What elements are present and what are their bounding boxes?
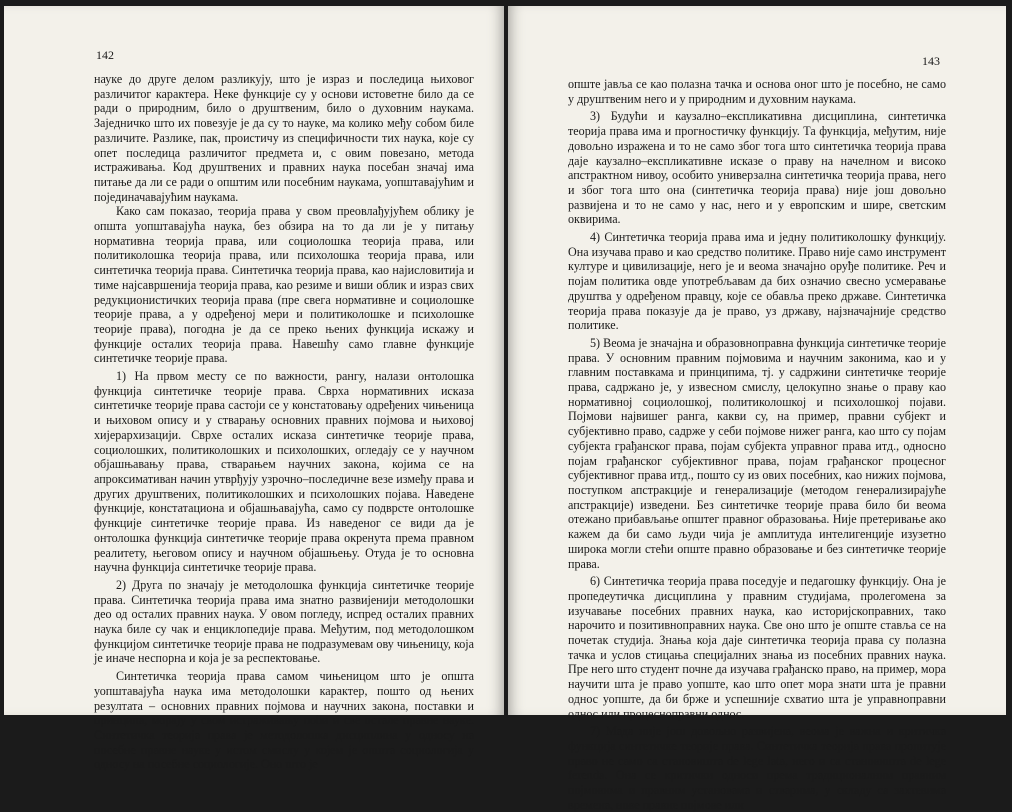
right-page-text xyxy=(568,77,946,812)
left-page-text xyxy=(94,72,474,772)
paragraph: Синтетичка теорија права самом чињеницом што је општа уопштавајућа наука има методолошки карактер, пошто од њених резултата – основних правних појмова и научних закона, поставки и принципа, морају у свом истраживању поћи и све остале правне науке. Синтетичка теорија права је методолошка дисциплина у односу на посебне правне науке у истом смислу у којем је општа социологија у односу на посебне социологије. Оно што је xyxy=(94,669,474,772)
paragraph: 4) Синтетичка теорија права има и једну политиколошку функцију. Она изучава право и као средство политике. Право није само инструмент културе и цивилизације, него је и веома значајно оруђе политике. Реч и појам политика овде употребљавам да бих означио свесно усмеравање друштва у одређеном правцу, које се обавља преко државе. Синтетичка теорија права показује да је право, уз државу, најзначајније средство политике. xyxy=(568,230,946,333)
paragraph: 3) Будући и каузално–експликативна дисциплина, синтетичка теорија права има и прогностичку функцију. Та функција, међутим, није довољно изражена и то не само због тога што синтетичка теорија права даје каузално–експликативне исказе о праву на начелном и високо апстрактном нивоу, особито универзална синтетичка теорија права, него и због тога што она (синтетичка теорија права) није још довољно развијена и то не само у нас, него и у европским и шире, светским оквирима. xyxy=(568,109,946,227)
paragraph: 5) Веома је значајна и образовноправна функција синтетичке теорије права. У основним правним појмовима и научним законима, као и у главним поставкама и принципима, тј. у садржини синтетичке теорије права, садржано је, у извесном смислу, целокупно знање о праву као нормативној социолошкој, политиколошкој и психолошкој појави. Појмови највишег ранга, какви су, на пример, правни субјект и субјективно право, садрже у себи појмове нижег ранга, као што су појам субјекта грађанског права, појам субјекта управног права итд., односно појам грађанског субјективног права, појам грађанског процесног субјективног права итд., пошто су из ових посебних, као нижих појмова, поступком апстракције и генерализације (методом генерализирајуће апстракције) изведени. Без синтетичке теорије права било би веома отежано прибављање општег правног образовања. Није претеривање ако кажем да би само људи чија је амплитуда интелигенције изузетно широка могли стећи опште правно образовање и без синтетичке теорије права. xyxy=(568,335,946,571)
paragraph: опште јавља се као полазна тачка и основа оног што је посебно, не само у друштвеним него и у природним и духовним наукама. xyxy=(568,77,946,106)
right-page xyxy=(508,6,1006,812)
paragraph: 7) Мада није још довољно развијена, веома је важна и критичка функција синтетичке теорије права. Синтетичка теорија права пропитује право не само са становишта de lege lata, него и са становишта de lege ferenda. Она се критички односи према традиционалним правним појмовима и правним установама и стварима, у складу са захтевима времена, нове правне појмове или xyxy=(568,724,946,812)
paragraph: 1) На првом месту се по важности, рангу, налази онтолошка функција синтетичке теорије права. Сврха нормативних исказа синтетичке теорије права састоји се у констатовању одређених чињеница и њиховом опису и у стварању основних правних појмова и њиховој хијерархизацији. Сврхе осталих исказа синтетичке теорије права, социолошких, политиколошких и психолошких, огледају се у научном објашњавању права, стварањем научних закона, којима се на апроксимативан начин утврђују узрочно–последичне везе између права и других друштвених, политиколошких и психолошких појава. Наведене функције, констатациона и објашњавајућа, само су подврсте онтолошке функције синтетичке теорије права. Из наведеног се види да је онтолошка функција синтетичке теорије права окренута према правном реалитету, његовом опису и научном објашњењу. Отуда је то основна научна функција синтетичке теорије права. xyxy=(94,369,474,575)
paragraph: науке до друге делом разликују, што је израз и последица њиховог различитог карактера. Неке функције су у основи истоветне било да се ради о природним, било о друштвеним, било о духовним наукама. Заједничко што их повезује је да су то науке, ма колико међу собом биле различите. Разлике, пак, проистичу из специфичности тих наука, које су опет последица различитог предмета и, с овим повезано, метода истраживања. Код друштвених и правних наука посебан значај има питање да ли се ради о општим или посебним наукама, уопштавајућим и појединачавајућим наукама. xyxy=(94,72,474,204)
paragraph: Како сам показао, теорија права у свом преовлађујућем облику је општа уопштавајућа наука, без обзира на то да ли је у питању нормативна теорија права, или социолошка теорија права, или политиколошка теорија права, или психолошка теорија права, или синтетичка теорија права. Синтетичка теорија права, као најисловитија и тиме најсавршенија теорија права, као резиме и виши облик и израз свих редукционистичких теорија права (пре свега нормативне и социолошке теорије права, а у одређеној мери и политиколошке и психолошке теорије права), погодна је да се преко њених функција искажу и функције осталих теорија права. Навешћу само главне функције синтетичке теорије права. xyxy=(94,204,474,366)
page-number-left: 142 xyxy=(96,48,114,62)
page-number-right: 143 xyxy=(922,54,940,68)
left-page xyxy=(4,6,504,772)
paragraph: 2) Друга по значају је методолошка функција синтетичке теорије права. Синтетичка теорија права има знатно развијенији методолошки део од осталих правних наука. У овом погледу, испред осталих правних наука биле су чак и енциклопедије права. Међутим, под методолошком функцијом синтетичке теорије права не подразумевам ову чињеницу, која је иначе неспорна и која је за респектовање. xyxy=(94,577,474,666)
paragraph: 6) Синтетичка теорија права поседује и педагошку функцију. Она је пропедеутичка дисциплина у правним студијама, пролегомена за изучавање посебних правних наука, као историјскоправних, тако нарочито и позитивноправних наука. Све оно што је опште ставља се на почетак студија. Знања која даје синтетичка теорија права су полазна тачка и услов стицања специјалних знања из посебних правних наука. Пре него што студент почне да изучава грађанско право, на пример, мора научити шта је право уопште, као што опет мора знати шта је правни однос уопште, да би брже и успешније схватио шта је управноправни однос или процесноправни однос. xyxy=(568,574,946,721)
